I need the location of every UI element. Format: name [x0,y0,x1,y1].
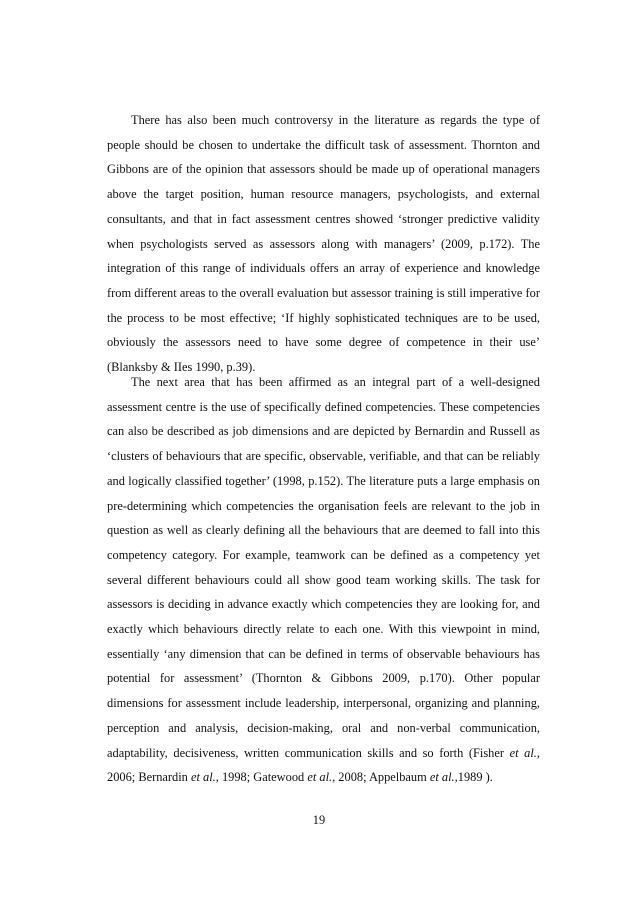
paragraph-assessors: There has also been much controversy in the literature as regards the type of people should be chosen to undertake the difficult task of assessment. Thornton and Gibbons are of the opinion that assessors should be made up of operational managers above the target position, human resource managers, psychologists, and external consultants, and that in fact assessment centres showed ‘stronger predictive validity when psychologists served as assessors along with managers’ (2009, p.172). The integration of this range of individuals offers an array of experience and knowledge from different areas to the overall evaluation but assessor training is still imperative for the process to be most effective; ‘If highly sophisticated techniques are to be used, obviously the assessors need to have some degree of competence in their use’ (Blanksby & IIes 1990, p.39). [107,113,540,375]
citation-text: , 2006; Bernardin [107,745,540,785]
page-number: 19 [312,813,326,827]
citation-et-al: et al. [429,770,455,785]
citation-et-al: et al. [509,745,537,760]
paragraph-competencies-body: The next area that has been affirmed as an integral part of a well-designed assessment centre is the use of specifically defined competencies. These competencies can also be described as job dimensions and are depicted by Bernardin and Russell as ‘clusters of behaviours that are specific, observable, verifiable, and that can be reliably and logically classified together’ (1998, p.152). The literature puts a large emphasis on pre-determining which competencies the organisation feels are relevant to the job in question as well as clearly defining all the behaviours that are deemed to fall into this competency category. For example, teamwork can be defined as a competency yet several different behaviours could all show good team working skills. The task for assessors is deciding in advance exactly which competencies they are looking for, and exactly which behaviours directly relate to each one. With this viewpoint in mind, essentially ‘any dimension that can be defined in terms of observable behaviours has potential for assessment’ (Thornton & Gibbons 2009, p.170). Other popular dimensions for assessment include leadership, interpersonal, organizing and planning, perception and analysis, decision-making, oral and non-verbal communication, adaptability, decisiveness, written communication skills and so forth (Fisher [107,375,540,760]
citation-et-al: et al. [190,770,216,785]
paragraph-competencies [107,370,540,790]
citation-text: , 1998; Gatewood [215,770,305,785]
citation-et-al: et al. [307,770,333,785]
citation-text: ,1989 ). [454,770,493,785]
citation-text: , 2008; Appelbaum [332,770,427,785]
